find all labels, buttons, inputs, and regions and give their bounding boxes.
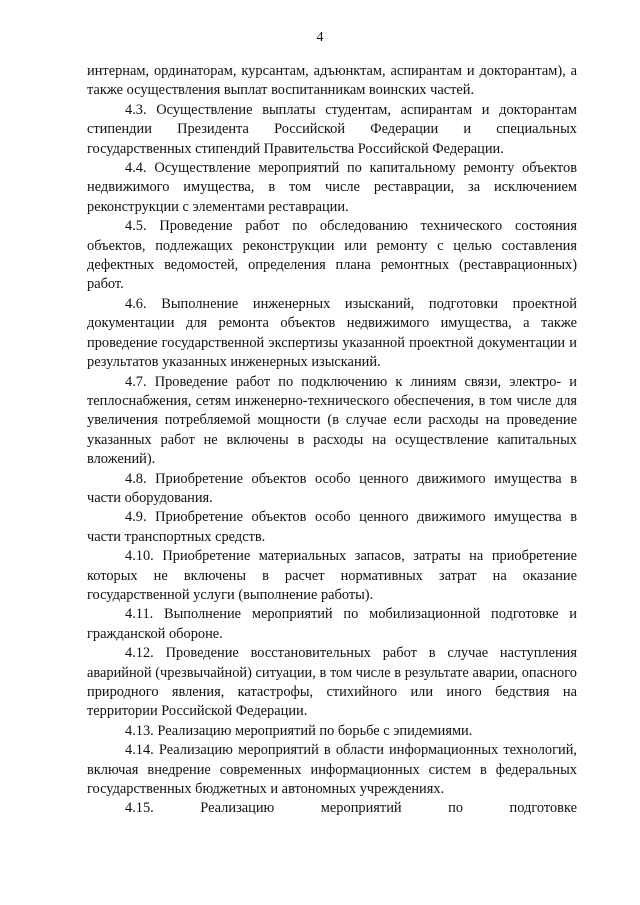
document-body xyxy=(87,62,577,819)
paragraph-4-3: 4.3. Осуществление выплаты студентам, аспирантам и докторантам стипендии Президента Российской Федерации и специальных государственных стипендий Правительства Российской Федерации. xyxy=(87,101,577,157)
paragraph-4-14: 4.14. Реализацию мероприятий в области информационных технологий, включая внедрение современных информационных систем в федеральных государственных бюджетных и автономных учреждениях. xyxy=(87,742,577,798)
paragraph-4-7: 4.7. Проведение работ по подключению к линиям связи, электро- и теплоснабжения, сетям инженерно-технического обеспечения, в том числе для увеличения потребляемой мощности (в случае если расходы на проведение указанных работ не включены в расходы на осуществление капитальных вложений). xyxy=(87,373,577,468)
paragraph-4-12: 4.12. Проведение восстановительных работ в случае наступления аварийной (чрезвычайной) ситуации, в том числе в результате аварии, опасного природного явления, катастрофы, стихийного или иного бедствия на территории Российской Федерации. xyxy=(87,645,577,720)
paragraph-4-9: 4.9. Приобретение объектов особо ценного движимого имущества в части транспортных средств. xyxy=(87,509,577,545)
paragraph-4-13: 4.13. Реализацию мероприятий по борьбе с эпидемиями. xyxy=(125,722,473,739)
page-number: 4 xyxy=(316,30,324,45)
paragraph-continuation: интернам, ординаторам, курсантам, адъюнктам, аспирантам и докторантам), а также осуществления выплат воспитанникам воинских частей. xyxy=(87,63,577,99)
paragraph-4-6: 4.6. Выполнение инженерных изысканий, подготовки проектной документации для ремонта объектов недвижимого имущества, а также проведение государственной экспертизы указанной проектной документации и результатов указанных инженерных изысканий. xyxy=(87,295,577,371)
paragraph-4-15: 4.15. Реализацию мероприятий по подготовке xyxy=(125,800,577,817)
paragraph-4-10: 4.10. Приобретение материальных запасов, затраты на приобретение которых не включены в расчет нормативных затрат на оказание государственной услуги (выполнение работы). xyxy=(87,548,577,603)
paragraph-4-4: 4.4. Осуществление мероприятий по капитальному ремонту объектов недвижимого имущества, в том числе реставрации, за исключением реконструкции с элементами реставрации. xyxy=(87,160,577,215)
paragraph-4-8: 4.8. Приобретение объектов особо ценного движимого имущества в части оборудования. xyxy=(87,470,577,506)
paragraph-4-11: 4.11. Выполнение мероприятий по мобилизационной подготовке и гражданской обороне. xyxy=(87,606,577,642)
paragraph-4-5: 4.5. Проведение работ по обследованию технического состояния объектов, подлежащих реконструкции или ремонту с целью составления дефектных ведомостей, определения плана ремонтных (реставрационных) работ. xyxy=(87,218,577,293)
